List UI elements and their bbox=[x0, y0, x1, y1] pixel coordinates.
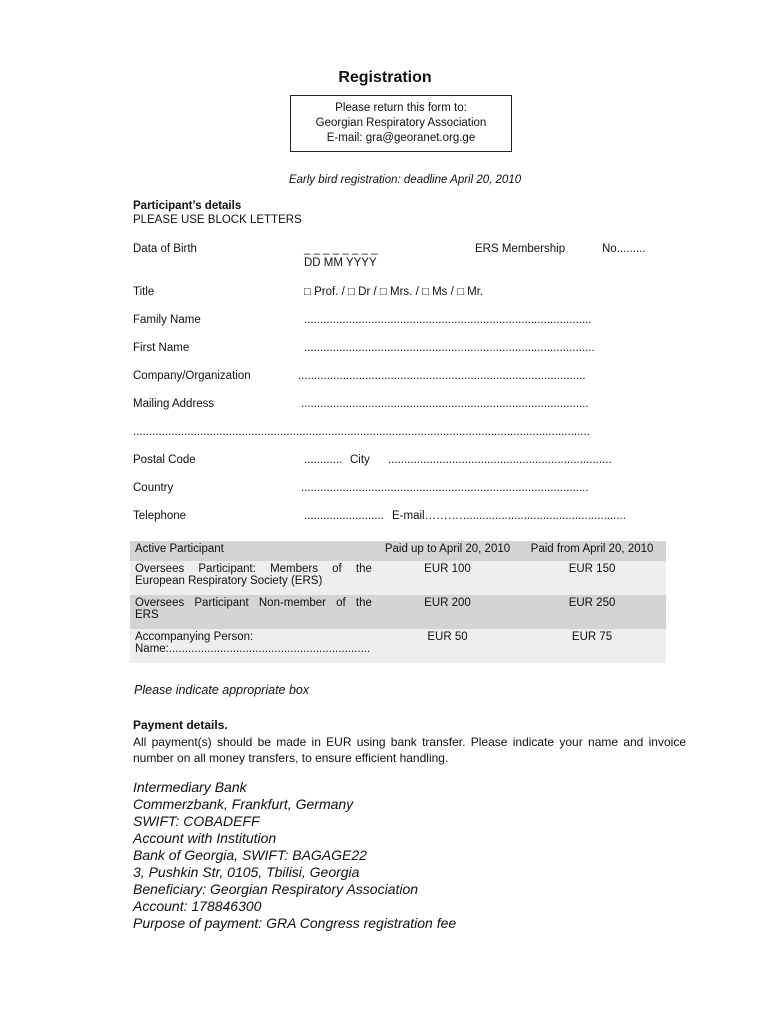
page-title: Registration bbox=[338, 69, 432, 86]
first-name-label: First Name bbox=[133, 342, 190, 354]
ers-membership-label: ERS Membership bbox=[475, 243, 566, 255]
payment-heading: Payment details. bbox=[133, 718, 228, 732]
table-row[interactable] bbox=[130, 561, 666, 595]
bank-line: Intermediary Bank bbox=[133, 779, 247, 795]
city-label: City bbox=[350, 454, 370, 466]
participant-heading: Participant’s details bbox=[133, 200, 242, 212]
fee-table-header bbox=[130, 541, 666, 561]
return-address-box bbox=[290, 95, 512, 152]
header-active-participant: Active Participant bbox=[130, 541, 377, 561]
fee-category-line1: Oversees Participant Non-member of the bbox=[135, 597, 372, 609]
fee-category-line2: European Respiratory Society (ERS) bbox=[135, 575, 323, 587]
bank-line: Purpose of payment: GRA Congress registration fee bbox=[133, 915, 457, 931]
company-label: Company/Organization bbox=[133, 370, 251, 382]
early-bird-notice: Early bird registration: deadline April 20, 2010 bbox=[288, 174, 522, 186]
fee-late: EUR 150 bbox=[518, 561, 666, 595]
city-field[interactable]: ...................................................................... bbox=[388, 454, 612, 466]
bank-details bbox=[133, 779, 456, 932]
postal-code-label: Postal Code bbox=[133, 454, 196, 466]
fee-early: EUR 200 bbox=[377, 595, 518, 629]
fee-category-line1: Accompanying Person: bbox=[135, 631, 254, 643]
table-row[interactable] bbox=[130, 629, 666, 663]
fee-category-line1: Oversees Participant: Members of the bbox=[135, 563, 372, 575]
title-label: Title bbox=[133, 286, 155, 298]
bank-line: Beneficiary: Georgian Respiratory Association bbox=[133, 881, 419, 897]
fee-late: EUR 250 bbox=[518, 595, 666, 629]
dob-blanks[interactable]: _ _ _ _ _ _ _ _ bbox=[304, 243, 378, 255]
fee-category bbox=[130, 561, 377, 595]
mailing-address-field[interactable]: .......................................................................................... bbox=[301, 398, 589, 410]
company-field[interactable]: .......................................................................................... bbox=[298, 370, 586, 382]
family-name-label: Family Name bbox=[133, 314, 201, 326]
bank-line: Account with Institution bbox=[133, 830, 277, 846]
fee-early: EUR 100 bbox=[377, 561, 518, 595]
first-name-field[interactable]: ........................................................................................... bbox=[304, 342, 595, 354]
email-field[interactable]: ................................................... bbox=[463, 510, 626, 522]
fee-early: EUR 50 bbox=[377, 629, 518, 663]
bank-line: Bank of Georgia, SWIFT: BAGAGE22 bbox=[133, 847, 367, 863]
title-options[interactable]: □ Prof. / □ Dr / □ Mrs. / □ Ms / □ Mr. bbox=[304, 286, 484, 298]
dob-format: DD MM YYYY bbox=[304, 257, 377, 269]
block-letters-note: PLEASE USE BLOCK LETTERS bbox=[133, 214, 302, 226]
header-paid-up-to: Paid up to April 20, 2010 bbox=[377, 541, 518, 561]
email-label: E-mail………. bbox=[392, 510, 463, 522]
telephone-label: Telephone bbox=[133, 510, 187, 522]
bank-line: Commerzbank, Frankfurt, Germany bbox=[133, 796, 354, 812]
family-name-field[interactable]: .......................................................................................... bbox=[304, 314, 592, 326]
accompanying-name-field[interactable]: Name:............................................................... bbox=[135, 643, 371, 655]
country-field[interactable]: .......................................................................................... bbox=[301, 482, 589, 494]
fee-category bbox=[130, 595, 377, 629]
dob-label: Data of Birth bbox=[133, 243, 197, 255]
telephone-field[interactable]: ......................... bbox=[304, 510, 384, 522]
fee-category-line2: ERS bbox=[135, 609, 159, 621]
postal-code-field[interactable]: ............ bbox=[304, 454, 343, 466]
indicate-box-note: Please indicate appropriate box bbox=[134, 683, 310, 697]
country-label: Country bbox=[133, 482, 174, 494]
return-line-3: E-mail: gra@georanet.org.ge bbox=[326, 132, 476, 144]
bank-line: Account: 178846300 bbox=[133, 898, 262, 914]
mailing-address-label: Mailing Address bbox=[133, 398, 215, 410]
mailing-address-field-2[interactable]: ............................................................................................................................................... bbox=[133, 426, 590, 438]
return-line-2: Georgian Respiratory Association bbox=[315, 117, 487, 129]
ers-number-field[interactable]: No......... bbox=[602, 243, 646, 255]
fee-late: EUR 75 bbox=[518, 629, 666, 663]
fee-table bbox=[130, 541, 666, 663]
table-row[interactable] bbox=[130, 595, 666, 629]
bank-line: SWIFT: COBADEFF bbox=[133, 813, 260, 829]
return-line-1: Please return this form to: bbox=[335, 102, 467, 114]
bank-line: 3, Pushkin Str, 0105, Tbilisi, Georgia bbox=[133, 864, 360, 880]
header-paid-from: Paid from April 20, 2010 bbox=[518, 541, 666, 561]
fee-category bbox=[130, 629, 377, 663]
payment-instructions: All payment(s) should be made in EUR using bank transfer. Please indicate your name and invoice number on all money transfers, to ensure efficient handling. bbox=[133, 735, 686, 765]
